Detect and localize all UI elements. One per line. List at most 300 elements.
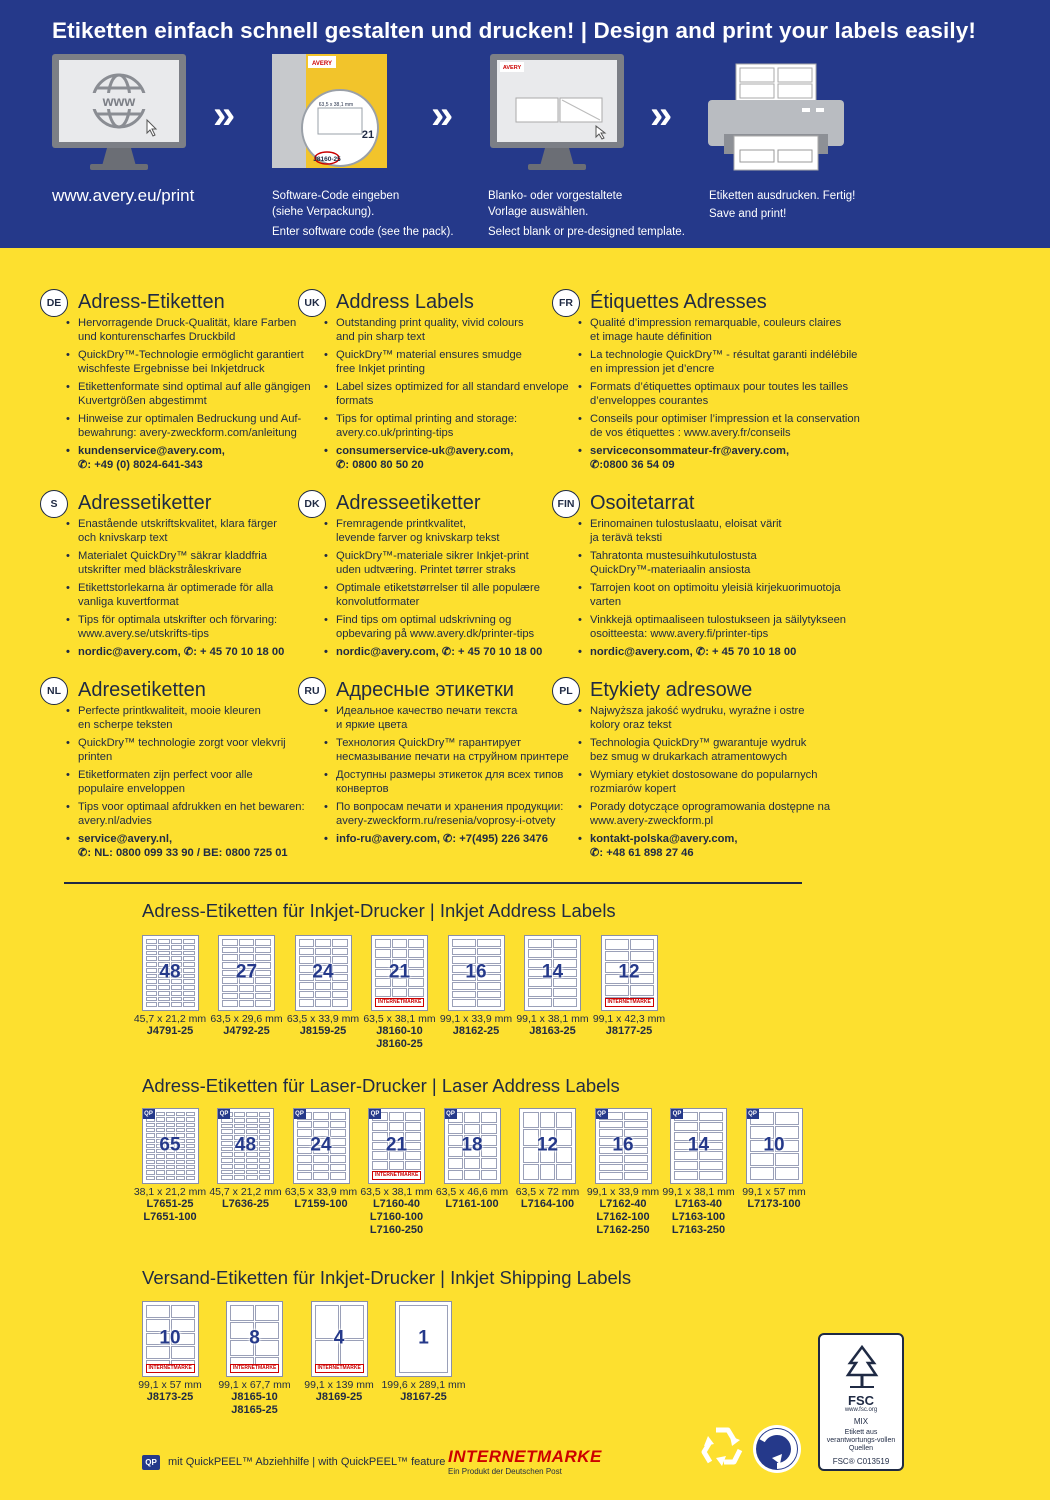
label-cell bbox=[630, 951, 654, 962]
label-cell bbox=[166, 1128, 175, 1132]
label-cell bbox=[156, 1176, 165, 1180]
product-code: L7160-250 bbox=[369, 1224, 424, 1236]
feature-item bbox=[324, 517, 564, 545]
label-cell bbox=[146, 1123, 155, 1127]
label-cell bbox=[392, 939, 408, 948]
label-cell bbox=[259, 1164, 271, 1169]
label-cell bbox=[389, 1122, 405, 1131]
quickpeel-note: mit QuickPEEL™ Abziehhilfe | with QuickPEEL™ feature bbox=[168, 1456, 446, 1468]
internetmarke-sub: Ein Produkt der Deutschen Post bbox=[448, 1467, 562, 1476]
contact-line[interactable]: • kundenservice@avery.com, bbox=[78, 445, 225, 457]
product-code: L7159-100 bbox=[294, 1198, 348, 1210]
feature-item bbox=[66, 517, 306, 545]
contact-line[interactable]: ✆: +49 (0) 8024-641-343 bbox=[78, 459, 203, 472]
label-cell bbox=[166, 1165, 175, 1169]
feature-line: • Fremragende printkvalitet, bbox=[336, 518, 466, 530]
product-card[interactable] bbox=[360, 935, 440, 1051]
fsc-code: FSC® C013519 bbox=[832, 1457, 890, 1466]
feature-item bbox=[324, 768, 564, 796]
label-sheet-icon bbox=[295, 935, 352, 1011]
feature-list bbox=[324, 517, 564, 663]
internetmarke-strip: INTERNETMARKE bbox=[146, 1364, 195, 1373]
internetmarke-logo bbox=[448, 1447, 602, 1476]
feature-line: opbevaring på www.avery.dk/printer-tips bbox=[336, 628, 535, 641]
label-cell bbox=[176, 1117, 185, 1121]
label-sheet-icon bbox=[746, 1108, 803, 1184]
label-cell bbox=[405, 1112, 421, 1121]
label-cell bbox=[222, 993, 238, 1000]
feature-item bbox=[578, 549, 818, 577]
contact-line[interactable]: • consumerservice-uk@avery.com, bbox=[336, 445, 514, 457]
product-code: J4791-25 bbox=[146, 1025, 194, 1037]
label-cell bbox=[171, 956, 183, 961]
product-card[interactable] bbox=[299, 1301, 379, 1404]
section-title: Adress-Etiketten für Laser-Drucker | Laser Address Labels bbox=[142, 1075, 620, 1096]
contact-line[interactable]: • nordic@avery.com, ✆: + 45 70 10 18 00 bbox=[78, 646, 285, 658]
feature-line: • La technologie QuickDry™ - résultat garanti indélébile bbox=[590, 349, 858, 361]
feature-list bbox=[578, 517, 847, 663]
label-count: 4 bbox=[333, 1327, 345, 1349]
label-sheet-icon bbox=[217, 1108, 274, 1184]
product-card[interactable] bbox=[357, 1108, 437, 1237]
label-sheet-icon bbox=[519, 1108, 576, 1184]
feature-line: • QuickDry™ material ensures smudge bbox=[336, 349, 522, 361]
product-card[interactable] bbox=[659, 1108, 739, 1237]
label-sheet-icon bbox=[142, 1301, 199, 1377]
language-badge: RU bbox=[298, 677, 326, 705]
internetmarke-strip: INTERNETMARKE bbox=[230, 1364, 279, 1373]
label-cell bbox=[299, 991, 315, 999]
feature-item bbox=[66, 380, 311, 408]
feature-line: formats bbox=[336, 395, 374, 408]
label-cell bbox=[166, 1117, 175, 1121]
label-cell bbox=[315, 948, 331, 956]
label-cell bbox=[332, 991, 348, 999]
feature-line: www.avery-zweckform.pl bbox=[590, 815, 714, 828]
product-code: L7162-40 bbox=[599, 1198, 647, 1210]
banner-title: Etiketten einfach schnell gestalten und drucken! | Design and print your labels easily! bbox=[52, 18, 976, 43]
feature-item bbox=[324, 613, 564, 641]
label-sheet-icon bbox=[395, 1301, 452, 1377]
contact-line[interactable]: • service@avery.nl, bbox=[78, 833, 173, 845]
step-print bbox=[706, 50, 856, 220]
label-count: 48 bbox=[234, 1134, 257, 1156]
contact-line[interactable]: • nordic@avery.com, ✆: + 45 70 10 18 00 bbox=[336, 646, 543, 658]
product-code: J8177-25 bbox=[605, 1025, 653, 1037]
label-size: 99,1 x 42,3 mm bbox=[592, 1013, 666, 1025]
label-cell bbox=[481, 1124, 497, 1135]
label-cell bbox=[452, 948, 476, 956]
label-cell bbox=[246, 1175, 258, 1180]
step-template bbox=[488, 50, 685, 238]
fsc-name: FSC bbox=[848, 1393, 874, 1408]
contact-line[interactable]: ✆: NL: 0800 099 33 90 / BE: 0800 725 01 bbox=[78, 847, 288, 860]
label-cell bbox=[630, 985, 654, 996]
label-cell bbox=[405, 1122, 421, 1131]
product-card[interactable] bbox=[734, 1108, 814, 1211]
label-cell bbox=[528, 939, 552, 948]
language-title: Adress-Etiketten bbox=[78, 291, 225, 313]
label-cell bbox=[158, 997, 170, 1002]
label-cell bbox=[523, 1164, 539, 1180]
label-count: 65 bbox=[159, 1134, 181, 1156]
label-cell bbox=[674, 1122, 698, 1131]
internetmarke-strip: INTERNETMARKE bbox=[375, 998, 424, 1007]
label-cell bbox=[158, 956, 170, 961]
product-card[interactable] bbox=[381, 1301, 466, 1404]
feature-item bbox=[66, 704, 306, 732]
product-code: J8159-25 bbox=[299, 1025, 347, 1037]
label-cell bbox=[222, 1000, 238, 1007]
label-cell bbox=[255, 985, 271, 992]
label-sheet-icon bbox=[311, 1301, 368, 1377]
contact-item[interactable] bbox=[578, 444, 818, 472]
label-cell bbox=[477, 939, 501, 947]
label-size: 63,5 x 29,6 mm bbox=[210, 1013, 283, 1025]
quickpeel-icon: QP bbox=[295, 1111, 304, 1117]
label-cell bbox=[186, 1165, 195, 1169]
feature-line: d’enveloppes courantes bbox=[590, 395, 709, 408]
label-size: 99,1 x 139 mm bbox=[304, 1379, 374, 1391]
label-cell bbox=[315, 999, 331, 1007]
arrow-3: » bbox=[650, 93, 673, 137]
label-cell bbox=[186, 1160, 195, 1164]
green-dot-icon bbox=[752, 1424, 802, 1474]
label-cell bbox=[176, 1128, 185, 1132]
product-code: J8163-25 bbox=[529, 1025, 576, 1037]
step2-caption: Software-Code eingeben (siehe Verpackung). Enter software code (see the pack). bbox=[272, 190, 454, 238]
feature-item bbox=[324, 800, 564, 828]
header-banner bbox=[0, 0, 1050, 248]
feature-line: und konturenscharfes Druckbild bbox=[78, 331, 236, 344]
label-cell bbox=[186, 1123, 195, 1127]
label-count: 16 bbox=[465, 961, 487, 983]
product-card[interactable] bbox=[130, 1108, 210, 1224]
contact-line[interactable]: ✆: +48 61 898 27 46 bbox=[590, 847, 694, 860]
feature-item bbox=[66, 800, 306, 828]
label-count: 8 bbox=[249, 1327, 260, 1349]
contact-line[interactable]: • info-ru@avery.com, ✆: +7(495) 226 3476 bbox=[336, 833, 548, 845]
label-cell bbox=[477, 948, 501, 956]
label-count: 48 bbox=[159, 961, 181, 983]
feature-line: • Tips för optimala utskrifter och förvaring: bbox=[78, 614, 278, 626]
label-cell bbox=[255, 1305, 279, 1321]
label-sheet-icon bbox=[218, 935, 275, 1011]
arrow-2: » bbox=[431, 93, 454, 137]
label-cell bbox=[171, 939, 183, 944]
label-cell bbox=[448, 1170, 464, 1181]
product-code: L7163-250 bbox=[671, 1224, 726, 1236]
product-code: J8169-25 bbox=[315, 1391, 363, 1403]
label-cell bbox=[750, 1167, 774, 1180]
feature-line: avery-zweckform.ru/resenia/voprosy-i-otvety bbox=[336, 815, 556, 828]
label-cell bbox=[259, 1158, 271, 1163]
label-count: 12 bbox=[536, 1134, 559, 1156]
label-cell bbox=[146, 1305, 170, 1318]
feature-item bbox=[324, 412, 564, 440]
label-cell bbox=[234, 1112, 246, 1117]
label-cell bbox=[523, 1112, 539, 1128]
feature-line: rozmiarów kopert bbox=[590, 783, 676, 796]
quickpeel-icon: QP bbox=[446, 1111, 455, 1117]
label-cell bbox=[246, 1158, 258, 1163]
label-sheet-icon bbox=[524, 935, 581, 1011]
label-cell bbox=[699, 1161, 723, 1170]
label-cell bbox=[255, 954, 271, 961]
feature-line: populaire enveloppen bbox=[78, 783, 185, 796]
feature-line: printen bbox=[78, 751, 113, 764]
feature-item bbox=[324, 549, 564, 577]
product-card[interactable] bbox=[215, 1301, 295, 1417]
product-code: J8165-10 bbox=[231, 1391, 278, 1403]
feature-line: kolory oraz tekst bbox=[590, 719, 672, 732]
label-cell bbox=[699, 1171, 723, 1180]
product-card[interactable] bbox=[130, 1301, 210, 1404]
feature-line: • Najwyższa jakość wydruku, wyraźne i ostre bbox=[590, 705, 805, 717]
label-cell bbox=[146, 1002, 158, 1007]
label-cell bbox=[699, 1112, 723, 1121]
label-cell bbox=[332, 939, 348, 947]
monitor-icon bbox=[488, 50, 628, 180]
label-cell bbox=[452, 999, 476, 1007]
label-cell bbox=[239, 954, 255, 961]
label-cell bbox=[448, 1124, 464, 1135]
section-title: Adress-Etiketten für Inkjet-Drucker | Inkjet Address Labels bbox=[142, 900, 616, 921]
label-count: 16 bbox=[612, 1134, 634, 1156]
label-cell bbox=[448, 1158, 464, 1169]
label-cell bbox=[146, 945, 158, 950]
contact-line[interactable]: • serviceconsommateur-fr@avery.com, bbox=[590, 445, 790, 457]
feature-line: www.avery.se/utskrifts-tips bbox=[78, 628, 209, 641]
label-size: 63,5 x 38,1 mm bbox=[363, 1013, 436, 1025]
contact-line[interactable]: ✆: 0800 80 50 20 bbox=[336, 459, 424, 472]
pack-code: J8160-25 bbox=[313, 156, 341, 163]
label-cell bbox=[222, 939, 238, 946]
contact-item[interactable] bbox=[66, 832, 306, 860]
label-cell bbox=[183, 991, 195, 996]
label-cell bbox=[166, 1170, 175, 1174]
label-cell bbox=[171, 991, 183, 996]
label-sheet-icon bbox=[601, 935, 658, 1011]
feature-line: wischfeste Ergebnisse bei Inkjetdruck bbox=[78, 363, 265, 376]
label-cell bbox=[221, 1175, 233, 1180]
feature-line: • Hervorragende Druck-Qualität, klare Farben bbox=[78, 317, 297, 329]
feature-line: • Porady dotyczące oprogramowania dostępne na bbox=[590, 801, 831, 813]
website-url[interactable]: www.avery.eu/print bbox=[52, 186, 195, 205]
label-cell bbox=[553, 988, 577, 997]
feature-list bbox=[578, 704, 831, 864]
label-cell bbox=[222, 985, 238, 992]
feature-line: • QuickDry™ technologie zorgt voor vlekvrij bbox=[78, 737, 286, 749]
quickpeel-icon: QP bbox=[219, 1111, 229, 1117]
label-cell bbox=[528, 998, 552, 1007]
label-sheet-icon bbox=[444, 1108, 501, 1184]
label-cell bbox=[183, 997, 195, 1002]
label-cell bbox=[297, 1172, 313, 1180]
product-code: J8162-25 bbox=[452, 1025, 500, 1037]
label-cell bbox=[246, 1124, 258, 1129]
feature-line: bewahrung: avery-zweckform.com/anleitung bbox=[78, 427, 297, 440]
product-code: L7160-40 bbox=[372, 1198, 421, 1210]
feature-list bbox=[578, 316, 860, 476]
contact-item[interactable] bbox=[66, 444, 306, 472]
feature-item bbox=[578, 768, 818, 796]
label-cell bbox=[176, 1170, 185, 1174]
quickpeel-icon: QP bbox=[370, 1111, 380, 1117]
label-cell bbox=[221, 1158, 233, 1163]
contact-item[interactable] bbox=[578, 645, 818, 659]
label-cell bbox=[156, 1128, 165, 1132]
feature-line: • Label sizes optimized for all standard envelope bbox=[336, 381, 569, 393]
internetmarke-word: INTERNETMARKE bbox=[448, 1447, 602, 1466]
feature-item bbox=[66, 348, 306, 376]
label-cell bbox=[553, 939, 577, 948]
product-code: L7161-100 bbox=[445, 1198, 499, 1210]
label-cell bbox=[464, 1124, 480, 1135]
divider bbox=[64, 882, 802, 884]
label-count: 24 bbox=[312, 961, 334, 983]
product-code: J8173-25 bbox=[146, 1391, 194, 1403]
product-code: J8165-25 bbox=[231, 1404, 278, 1416]
label-cell bbox=[166, 1112, 175, 1116]
feature-item bbox=[578, 348, 858, 376]
feature-list bbox=[324, 316, 569, 476]
contact-item[interactable] bbox=[578, 832, 818, 860]
label-cell bbox=[239, 993, 255, 1000]
feature-list bbox=[66, 517, 306, 663]
label-cell bbox=[156, 1112, 165, 1116]
feature-line: uden udtværing. Printet tørrer straks bbox=[336, 564, 516, 577]
label-cell bbox=[186, 1117, 195, 1121]
product-code: L7162-100 bbox=[596, 1211, 650, 1223]
label-count: 21 bbox=[385, 1134, 408, 1156]
label-cell bbox=[171, 997, 183, 1002]
feature-line: ja terävä teksti bbox=[590, 532, 663, 545]
label-cell bbox=[775, 1112, 799, 1125]
contact-item[interactable] bbox=[324, 444, 564, 472]
label-pack-icon bbox=[272, 50, 402, 180]
label-cell bbox=[259, 1124, 271, 1129]
label-cell bbox=[699, 1122, 723, 1131]
svg-text:www: www bbox=[102, 93, 136, 109]
contact-item[interactable] bbox=[324, 645, 564, 659]
label-count: 21 bbox=[388, 961, 411, 983]
feature-item bbox=[578, 736, 818, 764]
feature-line: конвертов bbox=[336, 783, 389, 796]
label-cell bbox=[392, 988, 408, 997]
label-cell bbox=[299, 999, 315, 1007]
label-cell bbox=[389, 1112, 405, 1121]
label-cell bbox=[183, 951, 195, 956]
product-code: L7636-25 bbox=[221, 1198, 270, 1210]
label-cell bbox=[299, 948, 315, 956]
feature-line: • Идеальное качество печати текста bbox=[336, 705, 518, 717]
label-size: 99,1 x 57 mm bbox=[138, 1379, 202, 1391]
feature-line: och knivskarp text bbox=[78, 532, 168, 545]
label-cell bbox=[234, 1124, 246, 1129]
contact-item[interactable] bbox=[324, 832, 564, 846]
label-cell bbox=[372, 1122, 388, 1131]
contact-line[interactable]: • nordic@avery.com, ✆: + 45 70 10 18 00 bbox=[590, 646, 797, 658]
feature-line: vanliga kuvertformat bbox=[78, 596, 179, 609]
contact-line[interactable]: ✆:0800 36 54 09 bbox=[590, 459, 675, 472]
step4-caption: Etiketten ausdrucken. Fertig! Save and print! bbox=[709, 190, 856, 220]
feature-line: • Enastående utskriftskvalitet, klara färger bbox=[78, 518, 277, 530]
label-cell bbox=[556, 1112, 572, 1128]
feature-line: varten bbox=[590, 596, 622, 609]
label-count: 27 bbox=[235, 961, 258, 983]
label-cell bbox=[477, 999, 501, 1007]
label-cell bbox=[186, 1176, 195, 1180]
label-cell bbox=[556, 1164, 572, 1180]
label-count: 12 bbox=[618, 961, 640, 983]
feature-line: • Hinweise zur optimalen Bedruckung und Auf- bbox=[78, 413, 302, 425]
feature-item bbox=[324, 581, 564, 609]
language-badge: PL bbox=[552, 677, 580, 705]
label-cell bbox=[186, 1128, 195, 1132]
pack-count: 21 bbox=[361, 129, 375, 141]
label-cell bbox=[146, 951, 158, 956]
label-cell bbox=[183, 985, 195, 990]
product-code: L7163-40 bbox=[674, 1198, 723, 1210]
label-cell bbox=[528, 988, 552, 997]
label-cell bbox=[553, 949, 577, 958]
feature-item bbox=[66, 613, 306, 641]
feature-line: • Perfecte printkwaliteit, mooie kleuren bbox=[78, 705, 261, 717]
product-code: L7164-100 bbox=[520, 1198, 575, 1210]
label-cell bbox=[299, 939, 315, 947]
label-cell bbox=[221, 1129, 233, 1134]
label-size: 199,6 x 289,1 mm bbox=[381, 1379, 466, 1391]
feature-item bbox=[578, 412, 860, 440]
label-cell bbox=[297, 1164, 313, 1172]
feature-line: • Qualité d’impression remarquable, couleurs claires bbox=[590, 317, 842, 329]
label-cell bbox=[156, 1170, 165, 1174]
contact-line[interactable]: • kontakt-polska@avery.com, bbox=[590, 833, 738, 845]
step-website bbox=[50, 50, 195, 205]
product-card[interactable] bbox=[583, 1108, 663, 1237]
label-cell bbox=[234, 1175, 246, 1180]
feature-item bbox=[578, 316, 842, 344]
product-code: L7162-250 bbox=[596, 1224, 650, 1236]
label-cell bbox=[464, 1112, 480, 1123]
label-cell bbox=[239, 1000, 255, 1007]
label-cell bbox=[221, 1170, 233, 1175]
label-cell bbox=[171, 1002, 183, 1007]
product-card[interactable] bbox=[589, 935, 669, 1038]
language-title: Adresetiketten bbox=[78, 679, 206, 701]
label-size: 99,1 x 57 mm bbox=[742, 1186, 806, 1198]
label-cell bbox=[156, 1117, 165, 1121]
svg-text:AVERY: AVERY bbox=[311, 61, 333, 67]
step3-caption: Blanko- oder vorgestaltete Vorlage auswählen. Select blank or pre-designed template. bbox=[488, 190, 685, 238]
label-cell bbox=[171, 951, 183, 956]
label-cell bbox=[405, 1161, 421, 1170]
feature-item bbox=[578, 581, 841, 609]
contact-item[interactable] bbox=[66, 645, 306, 659]
label-cell bbox=[158, 985, 170, 990]
language-badge: UK bbox=[298, 289, 326, 317]
label-cell bbox=[624, 1112, 648, 1120]
label-size: 99,1 x 33,9 mm bbox=[586, 1186, 660, 1198]
label-cell bbox=[166, 1176, 175, 1180]
label-cell bbox=[146, 1160, 155, 1164]
feature-line: utskrifter med bläckstråleskrivare bbox=[78, 564, 242, 577]
label-cell bbox=[234, 1164, 246, 1169]
label-sheet-icon bbox=[142, 935, 199, 1011]
label-cell bbox=[158, 951, 170, 956]
label-size: 99,1 x 67,7 mm bbox=[218, 1379, 291, 1391]
